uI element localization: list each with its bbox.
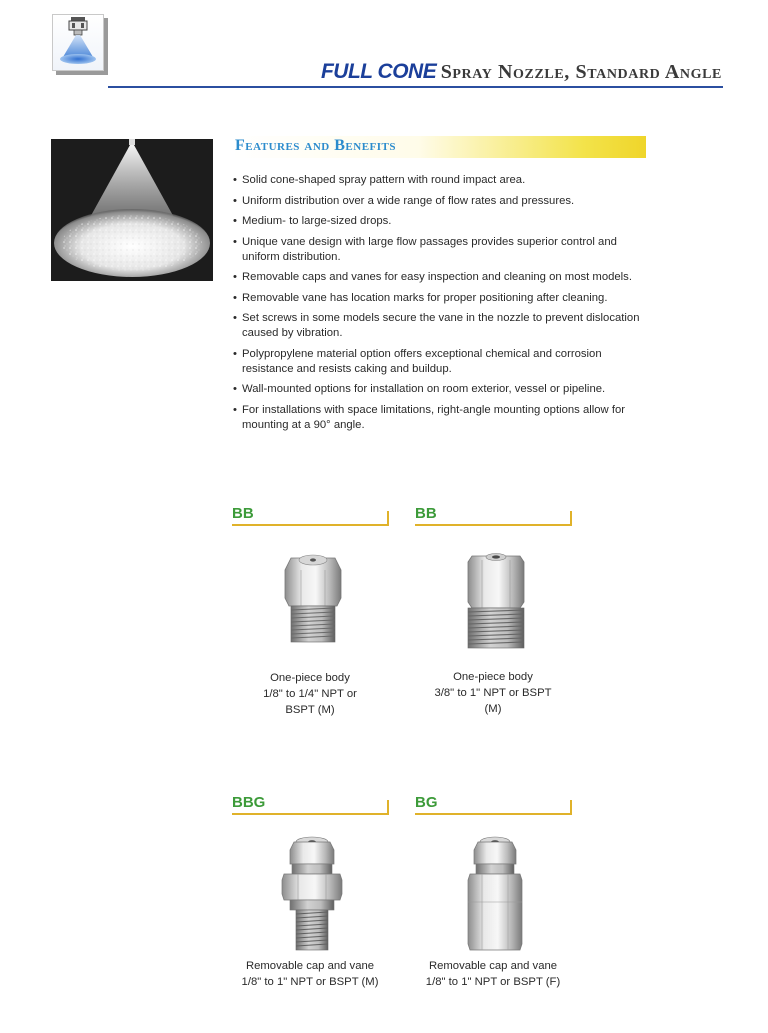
product-desc-line: 1/8" to 1" NPT or BSPT (M) <box>241 976 379 988</box>
label-rule <box>232 813 388 815</box>
features-list <box>233 173 653 438</box>
product-description <box>220 958 400 990</box>
product-desc-line: One-piece body <box>453 671 533 683</box>
product-desc-line: BSPT (M) <box>285 704 335 716</box>
product-label: BB <box>415 505 437 522</box>
title-emphasis: FULL CONE <box>320 60 437 83</box>
feature-item: • Set screws in some models secure the vane in the nozzle to prevent dislocation caused by vibration. <box>233 311 653 341</box>
product-card-bbg <box>232 794 392 994</box>
product-label: BB <box>232 505 254 522</box>
bb-nozzle-small-image <box>277 550 349 650</box>
product-card-bb-large <box>415 505 575 725</box>
product-card-bg <box>415 794 575 994</box>
feature-item: • For installations with space limitations, right-angle mounting options allow for mounting at a 90° angle. <box>233 403 653 433</box>
header-divider <box>108 86 723 88</box>
feature-item: • Wall-mounted options for installation on room exterior, vessel or pipeline. <box>233 382 653 397</box>
feature-item: • Medium- to large-sized drops. <box>233 214 653 229</box>
product-desc-line: Removable cap and vane <box>428 960 558 972</box>
bg-nozzle-image <box>460 834 530 954</box>
features-heading-text: Features and Benefits <box>235 137 396 154</box>
product-label: BBG <box>232 794 266 811</box>
feature-item: • Solid cone-shaped spray pattern with round impact area. <box>233 173 653 188</box>
full-cone-nozzle-logo-icon <box>53 15 103 70</box>
bb-nozzle-large-image <box>460 550 532 655</box>
label-rule <box>415 524 571 526</box>
product-description <box>403 669 583 717</box>
product-desc-line: (M) <box>484 703 502 715</box>
feature-item: • Removable caps and vanes for easy inspection and cleaning on most models. <box>233 270 653 285</box>
product-label: BG <box>415 794 438 811</box>
page-title <box>321 60 722 84</box>
feature-item: • Removable vane has location marks for proper positioning after cleaning. <box>233 291 653 306</box>
product-description <box>403 958 583 990</box>
features-heading <box>232 136 646 158</box>
feature-item: • Unique vane design with large flow passages provides superior control and uniform distribution. <box>233 235 653 265</box>
product-card-bb-small <box>232 505 392 725</box>
bbg-nozzle-image <box>272 834 352 954</box>
logo <box>52 14 104 71</box>
label-rule <box>415 813 571 815</box>
product-desc-line: Removable cap and vane <box>245 960 375 972</box>
product-desc-line: One-piece body <box>270 672 350 684</box>
product-desc-line: 3/8" to 1" NPT or BSPT <box>434 687 552 699</box>
feature-item: • Uniform distribution over a wide range of flow rates and pressures. <box>233 194 653 209</box>
feature-item: • Polypropylene material option offers exceptional chemical and corrosion resistance and resists caking and buildup. <box>233 347 653 377</box>
product-desc-line: 1/8" to 1/4" NPT or <box>263 688 357 700</box>
spray-pattern-photo <box>51 139 213 281</box>
title-subtitle: Spray Nozzle, Standard Angle <box>440 61 722 83</box>
product-description <box>220 670 400 718</box>
label-rule <box>232 524 388 526</box>
product-desc-line: 1/8" to 1" NPT or BSPT (F) <box>425 976 561 988</box>
